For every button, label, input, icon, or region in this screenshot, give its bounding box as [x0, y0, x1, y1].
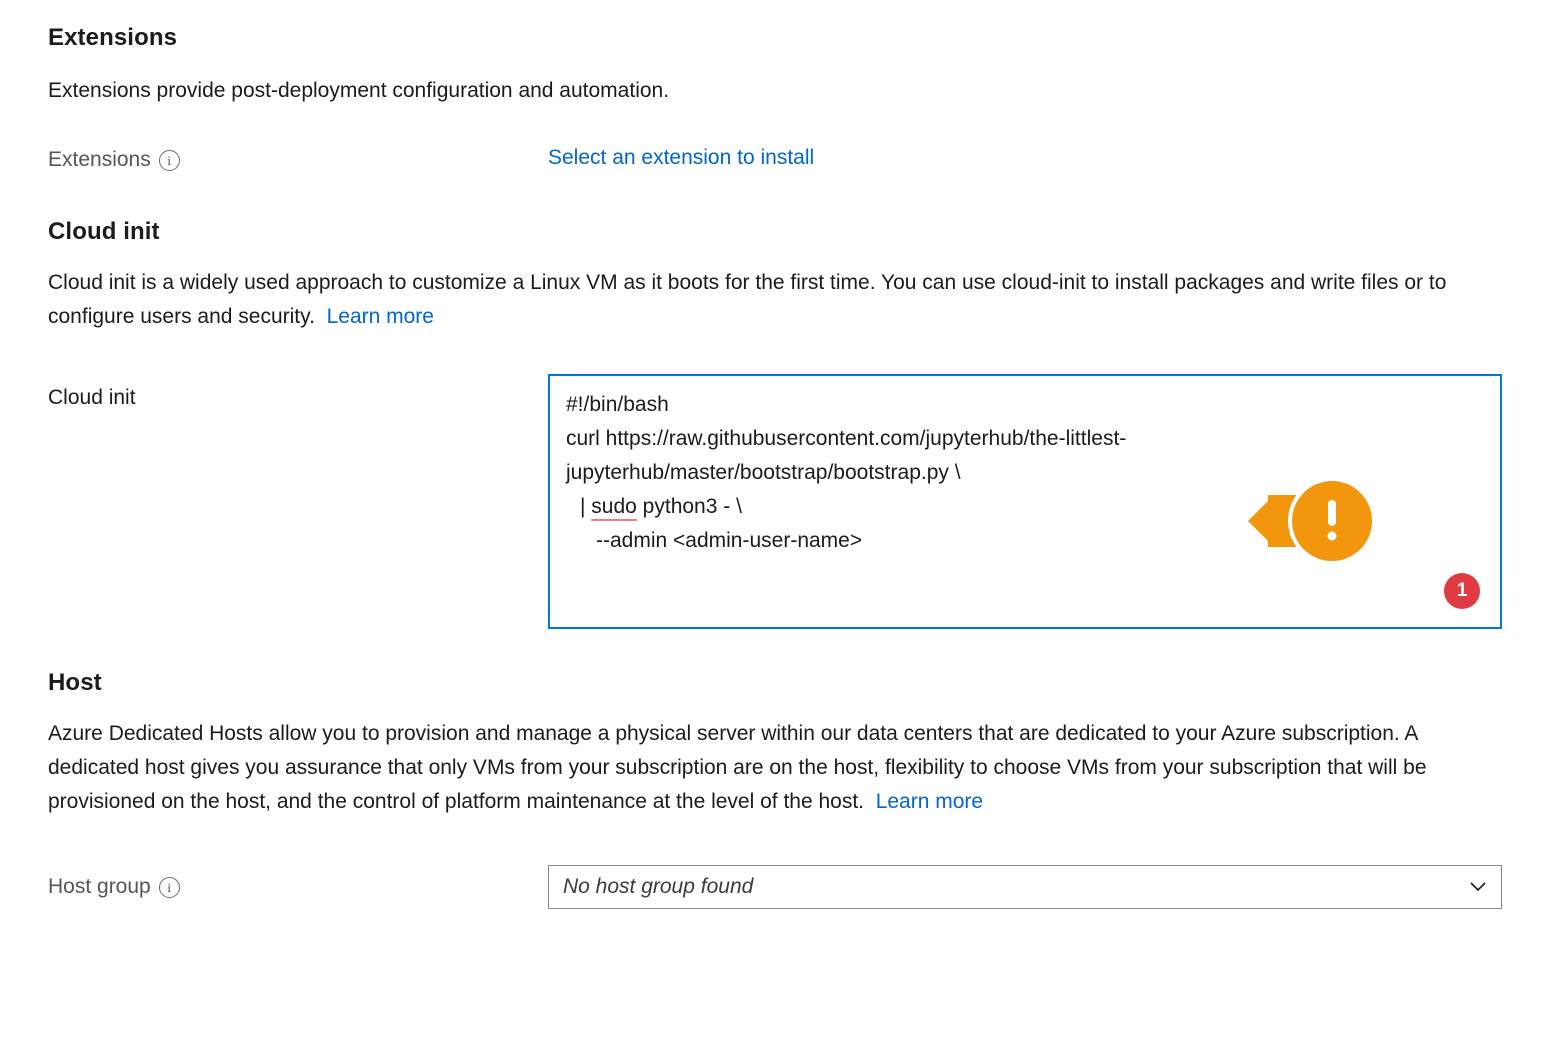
- host-group-selected-value: No host group found: [563, 875, 754, 898]
- cloud-init-line-3-suffix: python3 - \: [636, 495, 742, 518]
- info-icon[interactable]: i: [159, 150, 180, 171]
- extensions-description: Extensions provide post-deployment configuration and automation.: [48, 79, 670, 102]
- extensions-label-text: Extensions: [48, 148, 151, 171]
- step-badge: 1: [1444, 573, 1480, 609]
- cloud-init-description: [48, 266, 1498, 334]
- chevron-down-icon[interactable]: [1469, 878, 1487, 896]
- cloud-init-description-text: Cloud init is a widely used approach to customize a Linux VM as it boots for the first time. You can use cloud-init to install packages and write files or to configure users and security.: [48, 271, 1447, 328]
- extensions-section: [48, 24, 1502, 172]
- host-description: [48, 717, 1498, 819]
- host-heading: Host: [48, 669, 102, 696]
- extensions-field-label: [48, 146, 548, 172]
- extensions-heading: Extensions: [48, 24, 178, 51]
- extensions-field-row: [48, 146, 1502, 172]
- select-extension-link[interactable]: Select an extension to install: [548, 146, 815, 169]
- cloud-init-learn-more-link[interactable]: Learn more: [326, 305, 434, 328]
- cloud-init-line-4: --admin <admin-user-name>: [596, 529, 863, 552]
- host-description-text: Azure Dedicated Hosts allow you to provision and manage a physical server within our data centers that are dedicated to your Azure subscription. A dedicated host gives you assurance that only VMs from your subscription are on the host, flexibility to choose VMs from your subscription that will be provisioned on the host, and the control of platform maintenance at the level of the host.: [48, 722, 1427, 813]
- cloud-init-section: [48, 218, 1502, 629]
- misspelled-word: sudo: [591, 495, 637, 521]
- host-group-select[interactable]: [548, 865, 1502, 909]
- cloud-init-line-3-prefix: |: [580, 495, 592, 518]
- host-section: [48, 669, 1502, 909]
- cloud-init-line-1: #!/bin/bash: [566, 393, 669, 416]
- cloud-init-textarea[interactable]: [548, 374, 1502, 629]
- host-group-field-row: [48, 865, 1502, 909]
- cloud-init-field-row: [48, 374, 1502, 629]
- cloud-init-heading: Cloud init: [48, 218, 160, 245]
- info-icon[interactable]: i: [159, 877, 180, 898]
- host-group-label: [48, 865, 548, 899]
- cloud-init-line-2: curl https://raw.githubusercontent.com/jupyterhub/the-littlest-jupyterhub/master/bootstrap/bootstrap.py \: [566, 427, 1127, 484]
- cloud-init-field-label: Cloud init: [48, 386, 136, 409]
- host-learn-more-link[interactable]: Learn more: [875, 790, 984, 813]
- host-group-label-text: Host group: [48, 875, 151, 898]
- cloud-init-line-3: [566, 490, 1484, 524]
